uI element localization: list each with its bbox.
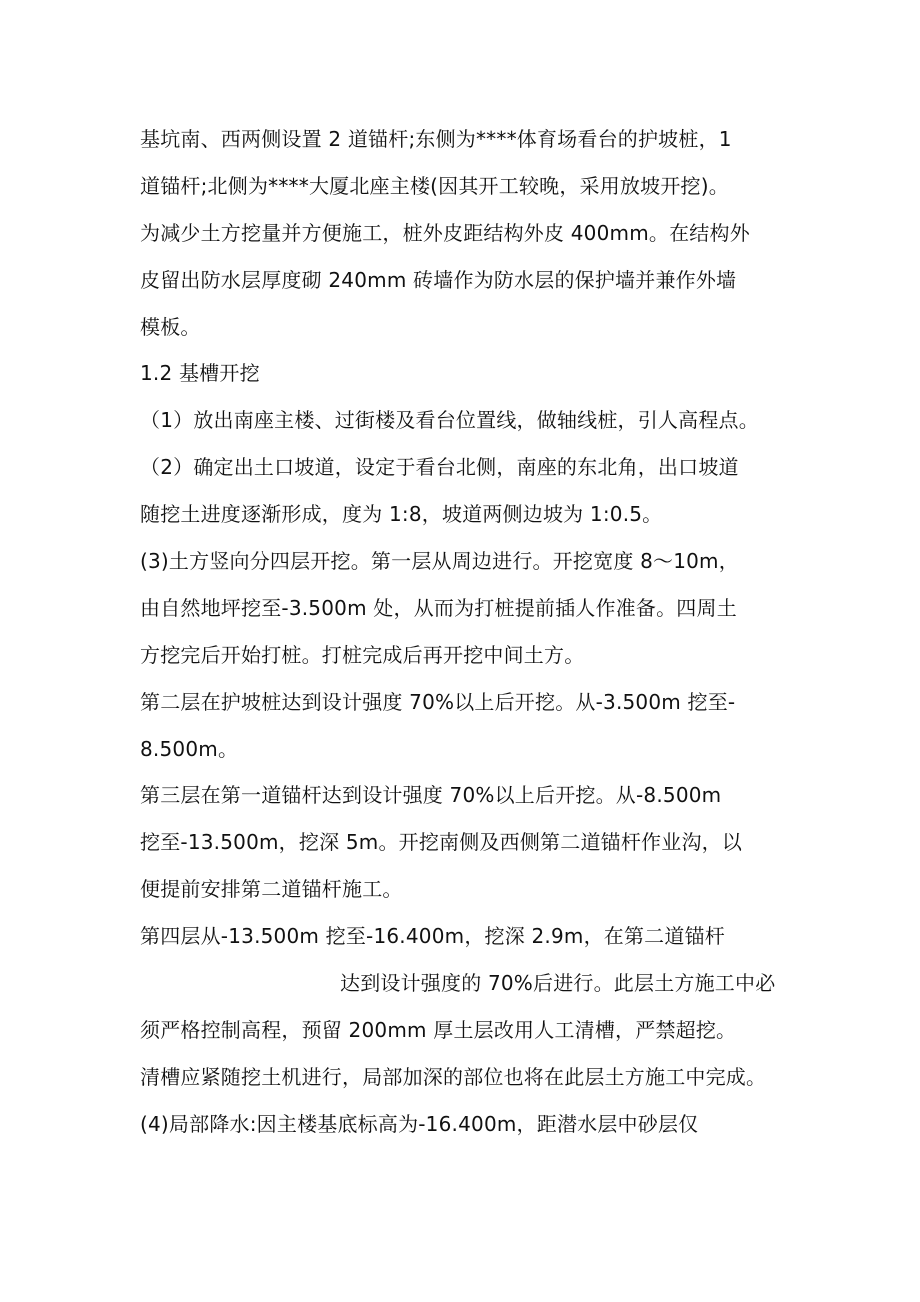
document-body: [140, 116, 800, 1148]
paragraph-line: 模板。: [140, 314, 201, 339]
paragraph-line: 便提前安排第二道锚杆施工。: [140, 877, 403, 902]
paragraph-line: （1）放出南座主楼、过街楼及看台位置线，做轴线桩，引人高程点。: [140, 408, 759, 433]
paragraph-line: 随挖土进度逐渐形成，度为 1:8，坡道两侧边坡为 1:0.5。: [140, 502, 663, 527]
paragraph-line: (3)土方竖向分四层开挖。第一层从周边进行。开挖宽度 8～10m，: [140, 549, 739, 574]
paragraph-line-indented: 达到设计强度的 70%后进行。此层土方施工中必: [340, 971, 776, 996]
paragraph-line: 由自然地坪挖至-3.500m 处，从而为打桩提前插人作准备。四周土: [140, 595, 737, 620]
paragraph-line: 清槽应紧随挖土机进行，局部加深的部位也将在此层土方施工中完成。: [140, 1064, 767, 1089]
paragraph-line: 方挖完后开始打桩。打桩完成后再开挖中间土方。: [140, 642, 585, 667]
paragraph-line: 8.500m。: [140, 736, 239, 761]
paragraph-line: (4)局部降水:因主楼基底标高为-16.400m，距潜水层中砂层仅: [140, 1111, 699, 1136]
paragraph-line: 基坑南、西两侧设置 2 道锚杆;东侧为****体育场看台的护坡桩，1: [140, 127, 732, 151]
paragraph-line: 道锚杆;北侧为****大厦北座主楼(因其开工较晚，采用放坡开挖)。: [140, 173, 729, 198]
paragraph-line: 为减少土方挖量并方便施工，桩外皮距结构外皮 400mm。在结构外: [140, 220, 750, 245]
paragraph-line: （2）确定出土口坡道，设定于看台北侧，南座的东北角，出口坡道: [140, 455, 739, 480]
paragraph-line: 第二层在护坡桩达到设计强度 70%以上后开挖。从-3.500m 挖至-: [140, 689, 736, 714]
paragraph-line: 皮留出防水层厚度砌 240mm 砖墙作为防水层的保护墙并兼作外墙: [140, 267, 737, 292]
paragraph-line: 挖至-13.500m，挖深 5m。开挖南侧及西侧第二道锚杆作业沟，以: [140, 830, 743, 855]
paragraph-line: 须严格控制高程，预留 200mm 厚土层改用人工清槽，严禁超挖。: [140, 1017, 737, 1042]
paragraph-line: 第四层从-13.500m 挖至-16.400m，挖深 2.9m，在第二道锚杆: [140, 924, 725, 949]
section-heading: 1.2 基槽开挖: [140, 361, 260, 386]
paragraph-line: 第三层在第一道锚杆达到设计强度 70%以上后开挖。从-8.500m: [140, 783, 722, 808]
